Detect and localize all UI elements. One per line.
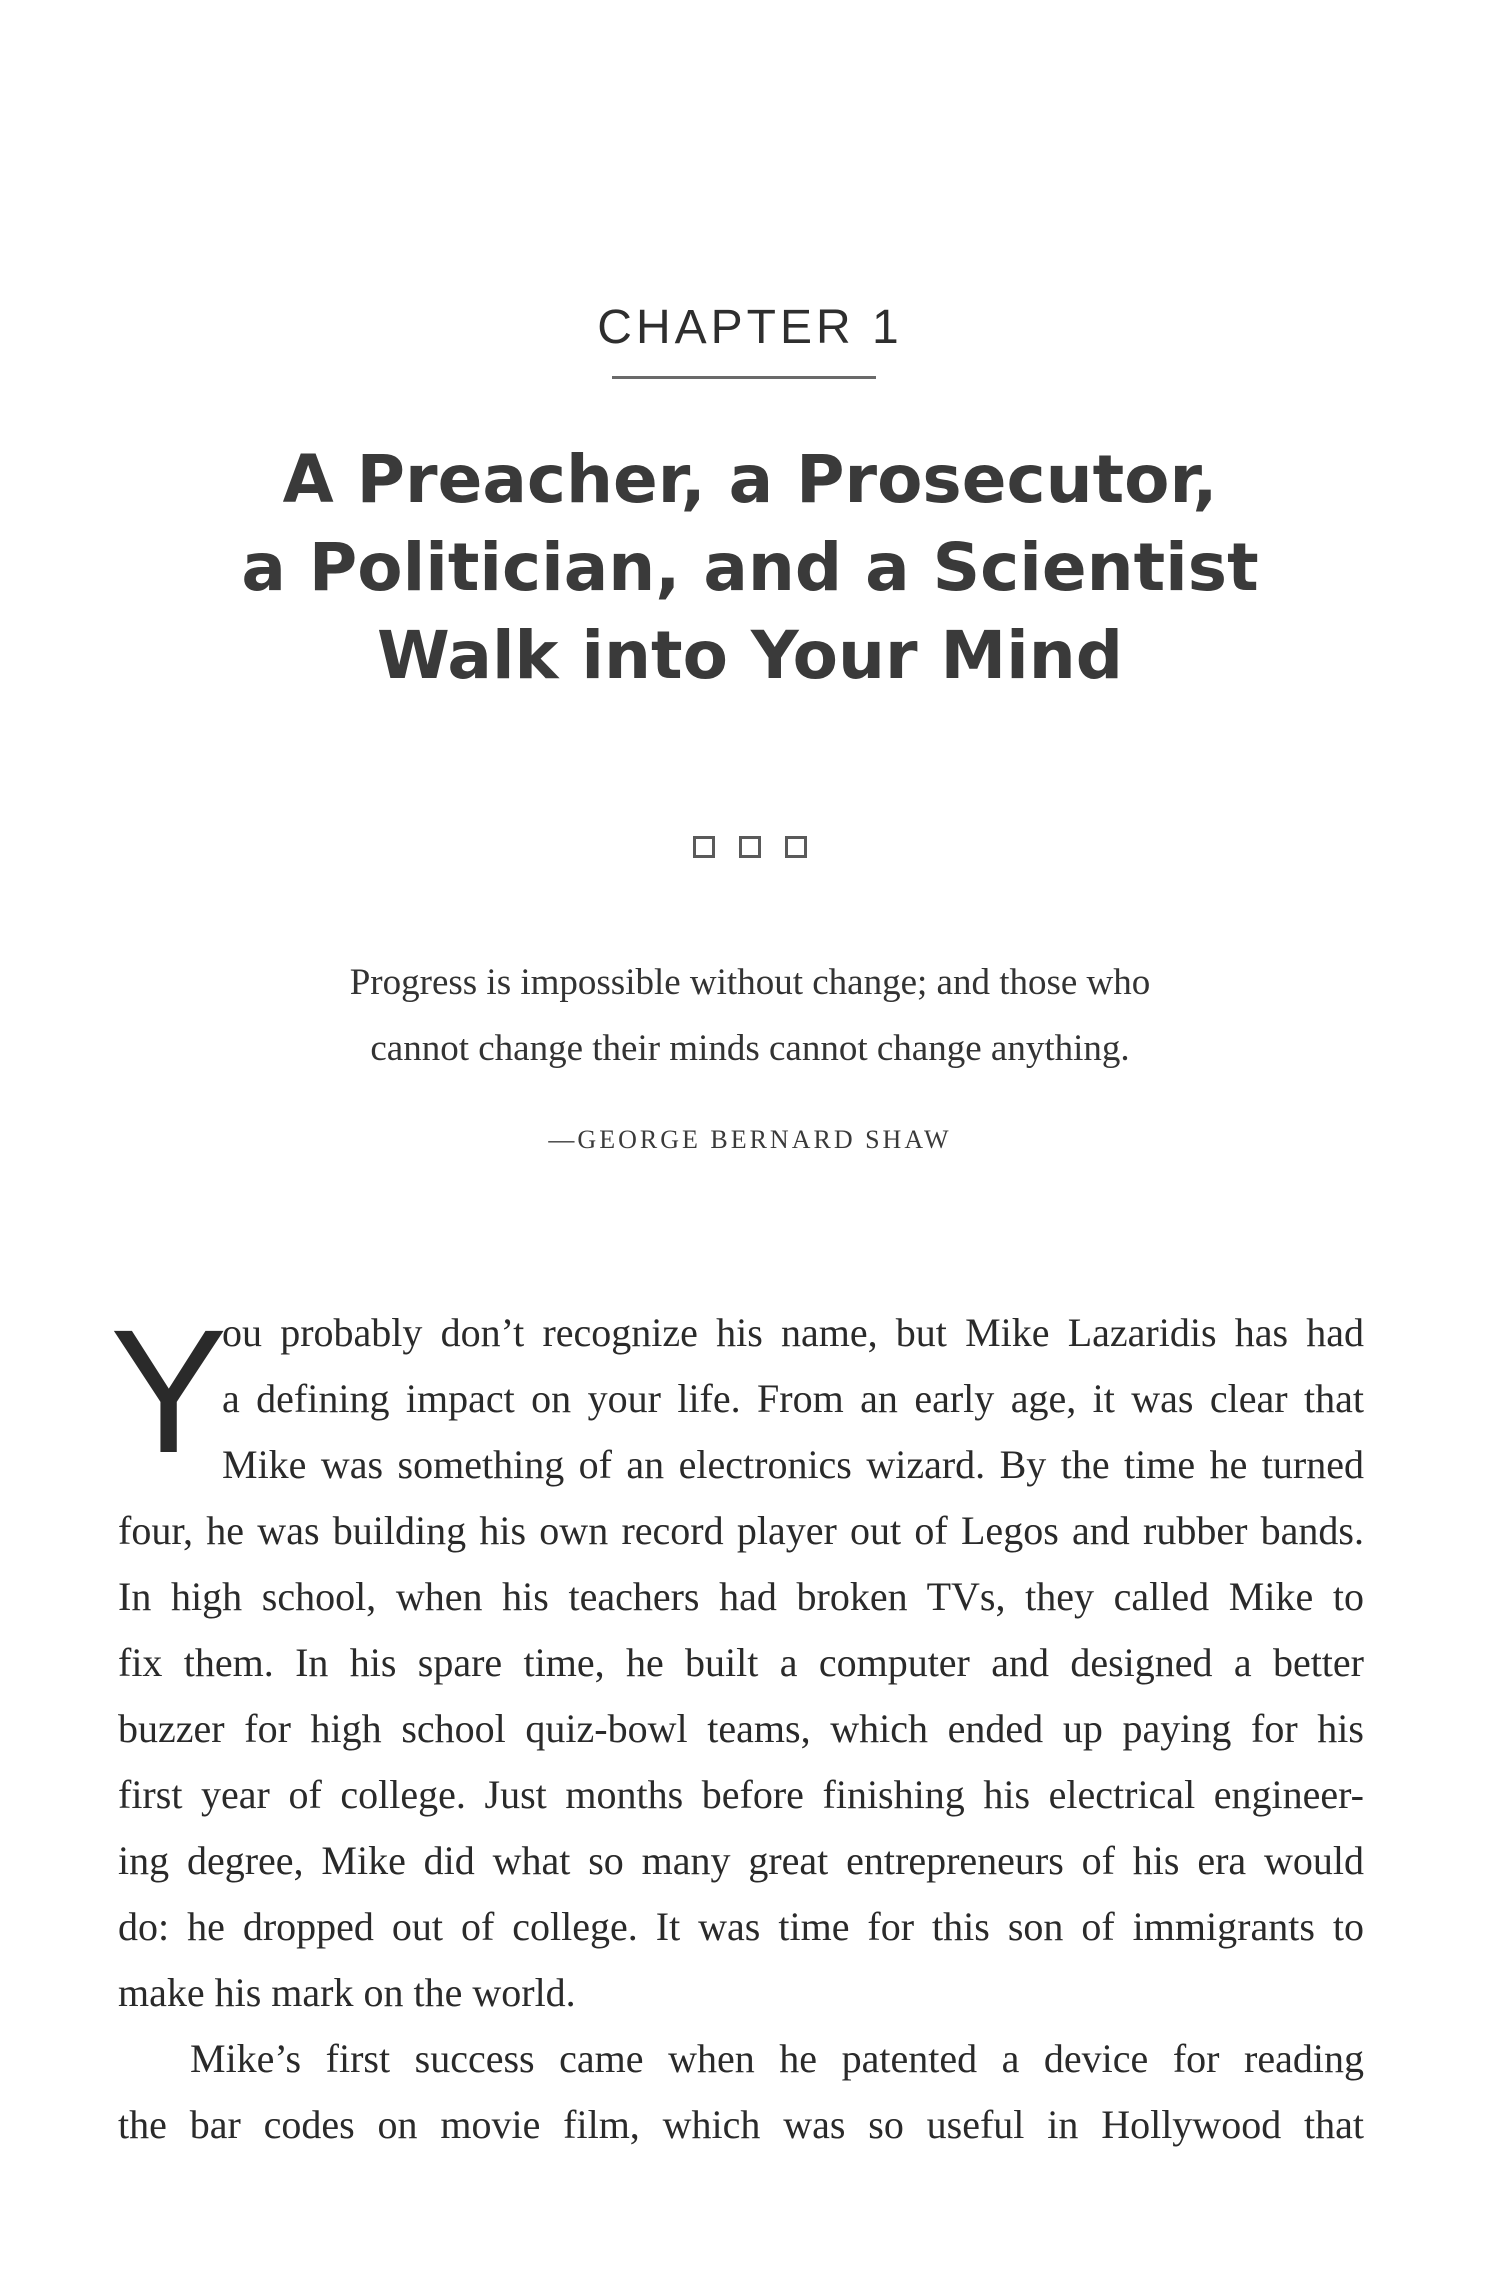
body-line: four, he was building his own record player out of Legos and rubber bands. (118, 1508, 1364, 1553)
body-line: first year of college. Just months before finishing his electrical engineer- (118, 1772, 1364, 1817)
body-line: In high school, when his teachers had broken TVs, they called Mike to (118, 1574, 1364, 1619)
body-line: a defining impact on your life. From an early age, it was clear that (222, 1376, 1364, 1421)
ornament-square-icon (739, 836, 761, 858)
epigraph (0, 950, 1500, 1082)
ornament-square-icon (785, 836, 807, 858)
body-line: ou probably don’t recognize his name, but Mike Lazaridis has had (222, 1310, 1364, 1355)
body-line: fix them. In his spare time, he built a computer and designed a better (118, 1640, 1364, 1685)
epigraph-line: Progress is impossible without change; and those who (349, 962, 1151, 1003)
body-line: make his mark on the world. (118, 1970, 576, 2015)
section-ornament (0, 836, 1500, 858)
chapter-title-line: Walk into Your Mind (376, 617, 1124, 694)
body-line: buzzer for high school quiz-bowl teams, which ended up paying for his (118, 1706, 1364, 1751)
chapter-title-line: a Politician, and a Scientist (241, 529, 1259, 606)
body-line: Mike’s first success came when he patented a device for reading (190, 2036, 1364, 2081)
drop-cap: Y (110, 1294, 228, 1490)
chapter-title-line: A Preacher, a Prosecutor, (282, 441, 1218, 518)
body-text (110, 1294, 1364, 2158)
body-line: ing degree, Mike did what so many great entrepreneurs of his era would (118, 1838, 1364, 1883)
chapter-label: CHAPTER 1 (597, 301, 903, 354)
ornament-square-icon (693, 836, 715, 858)
epigraph-line: cannot change their minds cannot change anything. (370, 1028, 1130, 1069)
epigraph-attribution: —GEORGE BERNARD SHAW (548, 1125, 952, 1154)
body-line: Mike was something of an electronics wizard. By the time he turned (222, 1442, 1364, 1487)
chapter-rule (612, 376, 876, 379)
body-line: do: he dropped out of college. It was time for this son of immigrants to (118, 1904, 1364, 1949)
body-line: the bar codes on movie film, which was so useful in Hollywood that (118, 2102, 1364, 2147)
chapter-title (0, 436, 1500, 700)
